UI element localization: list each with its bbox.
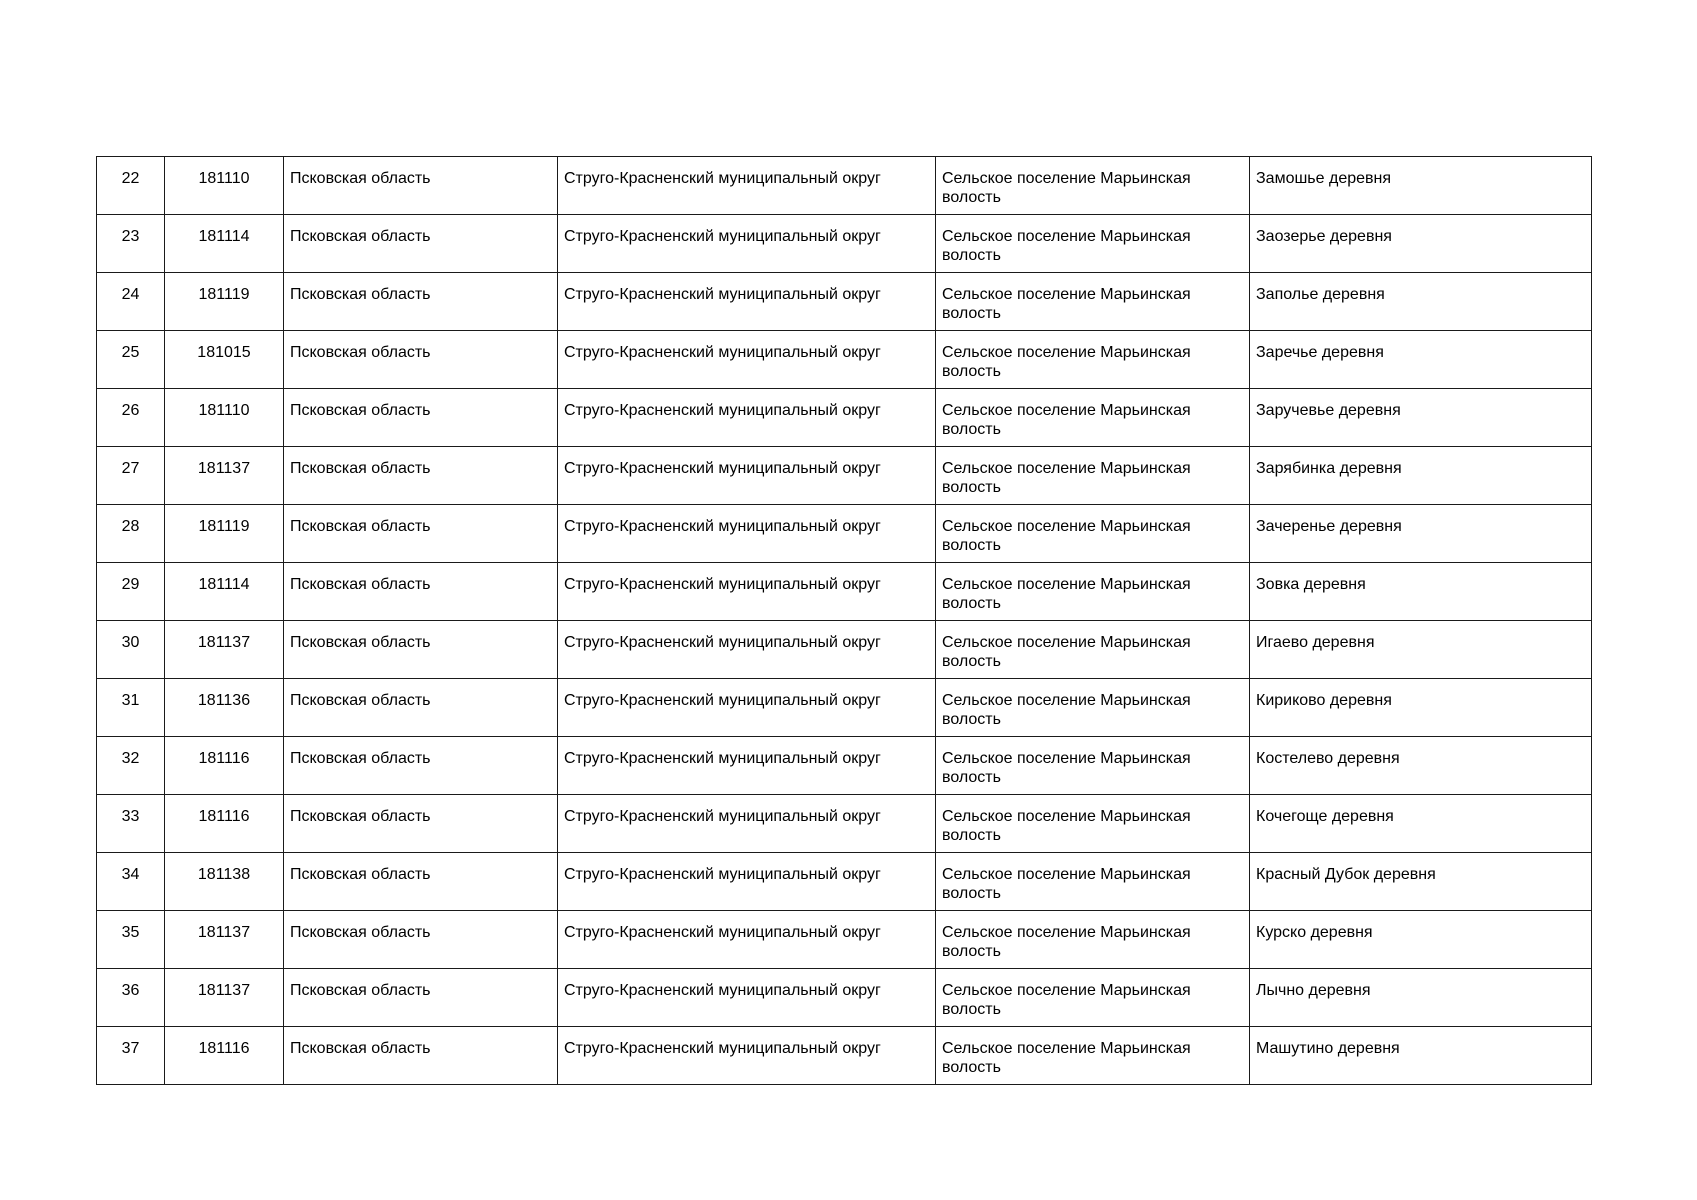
row-number: 31 [97,679,165,737]
row-number: 35 [97,911,165,969]
locality: Кириково деревня [1250,679,1592,737]
table-row [97,621,1592,679]
postal-code: 181137 [165,447,284,505]
region: Псковская область [284,273,558,331]
table-row [97,447,1592,505]
postal-code: 181137 [165,969,284,1027]
region: Псковская область [284,563,558,621]
locality: Машутино деревня [1250,1027,1592,1085]
rural-settlement: Сельское поселение Марьинская волость [936,215,1250,273]
locality: Кочегоще деревня [1250,795,1592,853]
table-row [97,969,1592,1027]
region: Псковская область [284,621,558,679]
postal-code: 181137 [165,621,284,679]
rural-settlement: Сельское поселение Марьинская волость [936,795,1250,853]
postal-code: 181136 [165,679,284,737]
municipal-district: Струго-Красненский муниципальный округ [558,853,936,911]
rural-settlement: Сельское поселение Марьинская волость [936,737,1250,795]
row-number: 37 [97,1027,165,1085]
region: Псковская область [284,969,558,1027]
municipal-district: Струго-Красненский муниципальный округ [558,621,936,679]
row-number: 36 [97,969,165,1027]
postal-code: 181119 [165,273,284,331]
locality: Заполье деревня [1250,273,1592,331]
postal-code: 181116 [165,737,284,795]
row-number: 25 [97,331,165,389]
municipal-district: Струго-Красненский муниципальный округ [558,447,936,505]
table-row [97,1027,1592,1085]
municipal-district: Струго-Красненский муниципальный округ [558,331,936,389]
rural-settlement: Сельское поселение Марьинская волость [936,969,1250,1027]
region: Псковская область [284,447,558,505]
settlements-table-body [97,157,1592,1085]
row-number: 26 [97,389,165,447]
row-number: 28 [97,505,165,563]
postal-code: 181116 [165,795,284,853]
region: Псковская область [284,911,558,969]
municipal-district: Струго-Красненский муниципальный округ [558,679,936,737]
table-row [97,215,1592,273]
region: Псковская область [284,505,558,563]
rural-settlement: Сельское поселение Марьинская волость [936,679,1250,737]
municipal-district: Струго-Красненский муниципальный округ [558,911,936,969]
postal-code: 181110 [165,389,284,447]
municipal-district: Струго-Красненский муниципальный округ [558,737,936,795]
table-row [97,157,1592,215]
rural-settlement: Сельское поселение Марьинская волость [936,331,1250,389]
rural-settlement: Сельское поселение Марьинская волость [936,447,1250,505]
row-number: 34 [97,853,165,911]
table-row [97,679,1592,737]
rural-settlement: Сельское поселение Марьинская волость [936,621,1250,679]
region: Псковская область [284,215,558,273]
postal-code: 181110 [165,157,284,215]
locality: Заручевье деревня [1250,389,1592,447]
locality: Заречье деревня [1250,331,1592,389]
locality: Зачеренье деревня [1250,505,1592,563]
table-row [97,273,1592,331]
row-number: 24 [97,273,165,331]
municipal-district: Струго-Красненский муниципальный округ [558,969,936,1027]
rural-settlement: Сельское поселение Марьинская волость [936,911,1250,969]
region: Псковская область [284,737,558,795]
municipal-district: Струго-Красненский муниципальный округ [558,1027,936,1085]
region: Псковская область [284,157,558,215]
settlements-table [96,156,1592,1085]
region: Псковская область [284,853,558,911]
table-row [97,737,1592,795]
locality: Курско деревня [1250,911,1592,969]
municipal-district: Струго-Красненский муниципальный округ [558,389,936,447]
table-row [97,331,1592,389]
row-number: 30 [97,621,165,679]
region: Псковская область [284,679,558,737]
table-row [97,911,1592,969]
region: Псковская область [284,389,558,447]
rural-settlement: Сельское поселение Марьинская волость [936,273,1250,331]
municipal-district: Струго-Красненский муниципальный округ [558,505,936,563]
locality: Зовка деревня [1250,563,1592,621]
region: Псковская область [284,795,558,853]
rural-settlement: Сельское поселение Марьинская волость [936,1027,1250,1085]
table-row [97,795,1592,853]
table-row [97,853,1592,911]
locality: Красный Дубок деревня [1250,853,1592,911]
table-row [97,505,1592,563]
municipal-district: Струго-Красненский муниципальный округ [558,215,936,273]
postal-code: 181137 [165,911,284,969]
region: Псковская область [284,331,558,389]
postal-code: 181114 [165,215,284,273]
locality: Заозерье деревня [1250,215,1592,273]
row-number: 32 [97,737,165,795]
locality: Лычно деревня [1250,969,1592,1027]
rural-settlement: Сельское поселение Марьинская волость [936,853,1250,911]
municipal-district: Струго-Красненский муниципальный округ [558,563,936,621]
row-number: 23 [97,215,165,273]
region: Псковская область [284,1027,558,1085]
rural-settlement: Сельское поселение Марьинская волость [936,505,1250,563]
locality: Игаево деревня [1250,621,1592,679]
row-number: 22 [97,157,165,215]
table-row [97,389,1592,447]
postal-code: 181114 [165,563,284,621]
locality: Замошье деревня [1250,157,1592,215]
postal-code: 181015 [165,331,284,389]
rural-settlement: Сельское поселение Марьинская волость [936,563,1250,621]
municipal-district: Струго-Красненский муниципальный округ [558,273,936,331]
table-row [97,563,1592,621]
postal-code: 181119 [165,505,284,563]
row-number: 29 [97,563,165,621]
municipal-district: Струго-Красненский муниципальный округ [558,157,936,215]
row-number: 27 [97,447,165,505]
locality: Зарябинка деревня [1250,447,1592,505]
municipal-district: Струго-Красненский муниципальный округ [558,795,936,853]
row-number: 33 [97,795,165,853]
postal-code: 181116 [165,1027,284,1085]
locality: Костелево деревня [1250,737,1592,795]
rural-settlement: Сельское поселение Марьинская волость [936,157,1250,215]
rural-settlement: Сельское поселение Марьинская волость [936,389,1250,447]
postal-code: 181138 [165,853,284,911]
